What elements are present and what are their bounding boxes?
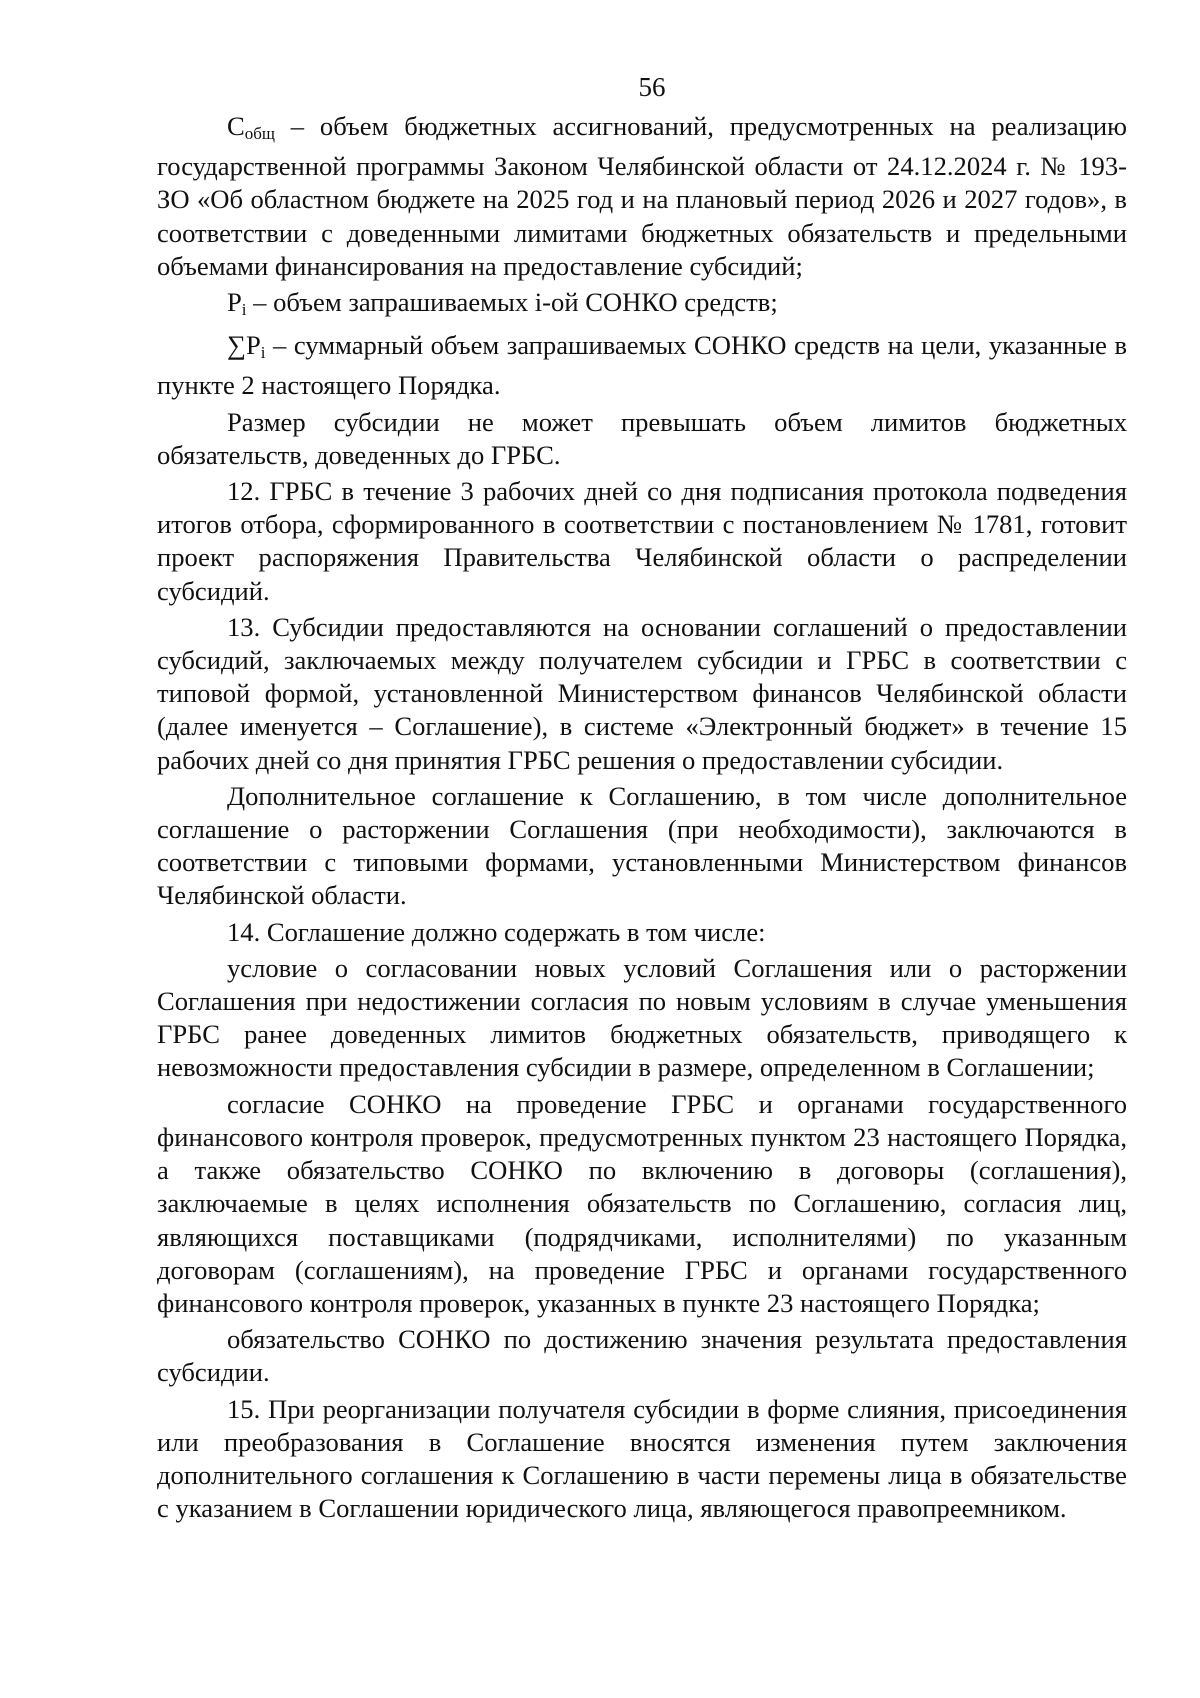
paragraph-obligation: обязательство СОНКО по достижению значения результата предоставления субсидии. [157, 1324, 1127, 1388]
document-page [157, 70, 1127, 1525]
formula-symbol: С [227, 111, 245, 141]
paragraph-condition: условие о согласовании новых условий Соглашения или о расторжении Соглашения при недостижении согласия по новым условиям в случае уменьшения ГРБС ранее доведенных лимитов бюджетных обязательств, приводящего к невозможности предоставления субсидии в размере, определенном в Соглашении; [157, 952, 1127, 1083]
paragraph-13: 13. Субсидии предоставляются на основании соглашений о предоставлении субсидий, заключаемых между получателем субсидии и ГРБС в соответствии с типовой формой, установленной Министерством финансов Челябинской области (далее именуется – Соглашение), в системе «Электронный бюджет» в течение 15 рабочих дней со дня принятия ГРБС решения о предоставлении субсидии. [157, 611, 1127, 775]
formula-subscript: i [241, 300, 247, 320]
page-number: 56 [638, 72, 666, 102]
paragraph-14: 14. Соглашение должно содержать в том числе: [227, 916, 766, 947]
formula-subscript: i [260, 343, 266, 363]
paragraph-c-total [157, 110, 1127, 283]
paragraph-12: 12. ГРБС в течение 3 рабочих дней со дня подписания протокола подведения итогов отбора, сформированного в соответствии с постановлением № 1781, готовит проект распоряжения Правительства Челябинской области о распределении субсидий. [157, 476, 1127, 606]
paragraph-additional-agreement: Дополнительное соглашение к Соглашению, в том числе дополнительное соглашение о расторжении Соглашения (при необходимости), заключаются в соответствии с типовыми формами, установленными Министерством финансов Челябинской области. [157, 780, 1127, 911]
paragraph-subsidy-limit: Размер субсидии не может превышать объем лимитов бюджетных обязательств, доведенных до ГРБС. [157, 406, 1127, 470]
paragraph-text: – суммарный объем запрашиваемых СОНКО средств на цели, указанные в пункте 2 настоящего Порядка. [157, 330, 1127, 401]
paragraph-sum-pi [157, 329, 1127, 402]
paragraph-text: – объем запрашиваемых i-ой СОНКО средств; [246, 287, 778, 318]
paragraph-pi [157, 286, 1127, 326]
paragraph-15: 15. При реорганизации получателя субсидии в форме слияния, присоединения или преобразования в Соглашение вносятся изменения путем заключения дополнительного соглашения к Соглашению в части перемены лица в обязательстве с указанием в Соглашении юридического лица, являющегося правопреемником. [157, 1393, 1127, 1524]
formula-subscript: общ [244, 124, 275, 143]
formula-symbol: ∑P [227, 330, 261, 361]
paragraph-text: – объем бюджетных ассигнований, предусмотренных на реализацию государственной программы Законом Челябинской области от 24.12.2024 г. № 193-ЗО «Об областном бюджете на 2025 год и на плановый период 2026 и 2027 годов», в соответствии с доведенными лимитами бюджетных обязательств и предельными объемами финансирования на предоставление субсидий; [157, 111, 1127, 281]
formula-symbol: P [227, 287, 242, 318]
paragraph-consent: согласие СОНКО на проведение ГРБС и органами государственного финансового контроля проверок, предусмотренных пунктом 23 настоящего Порядка, а также обязательство СОНКО по включению в договоры (соглашения), заключаемые в целях исполнения обязательств по Соглашению, согласия лиц, являющихся поставщиками (подрядчиками, исполнителями) по указанным договорам (соглашениям), на проведение ГРБС и органами государственного финансового контроля проверок, указанных в пункте 23 настоящего Порядка; [157, 1088, 1127, 1318]
